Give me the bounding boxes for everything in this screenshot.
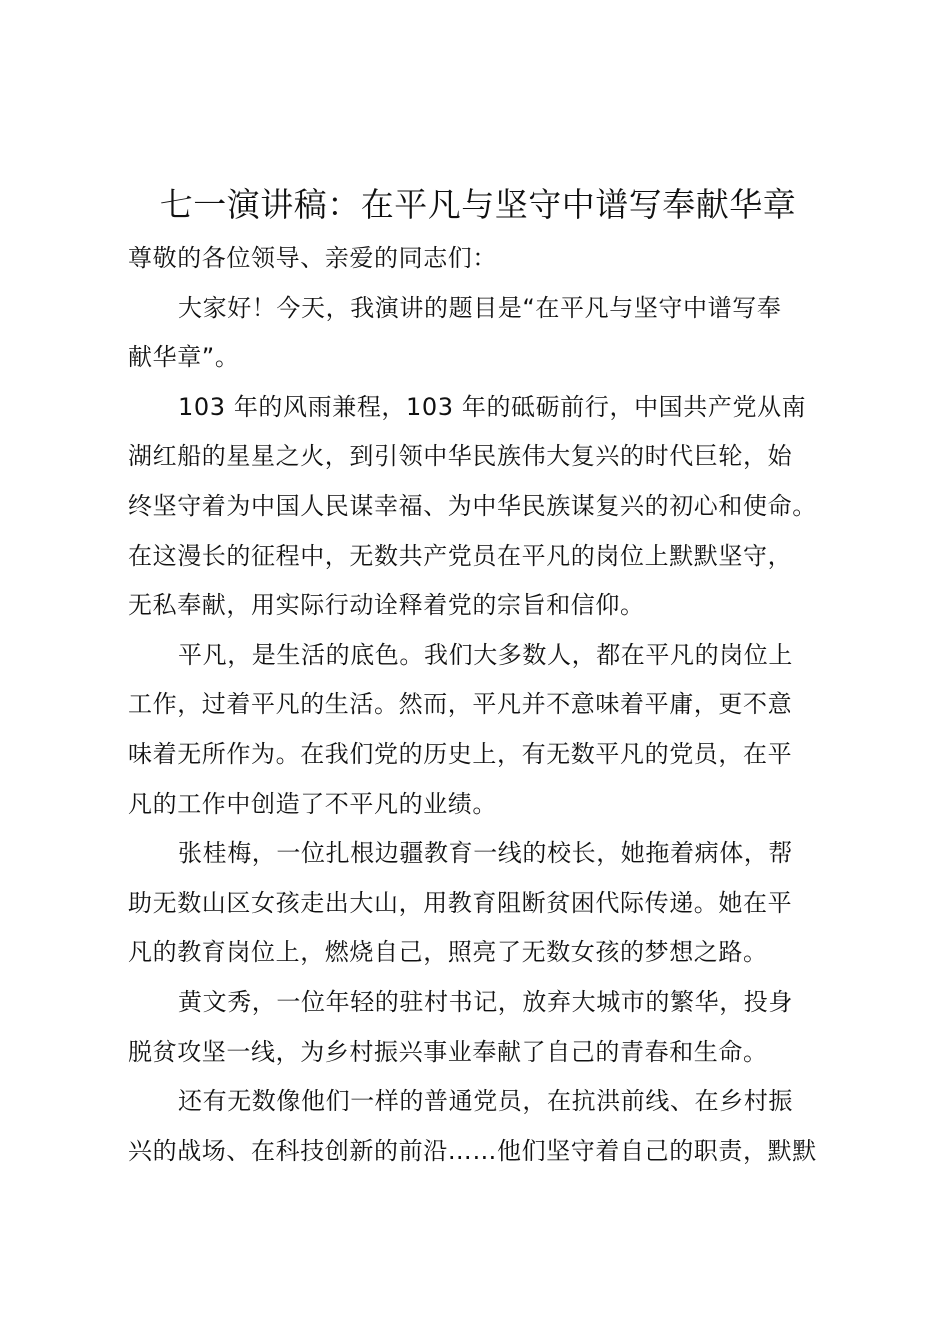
paragraph-line: 味着无所作为。在我们党的历史上，有无数平凡的党员，在平 [128,739,793,768]
paragraph-line: 献华章”。 [128,343,240,372]
paragraph-line: 张桂梅，一位扎根边疆教育一线的校长，她拖着病体，帮 [178,839,793,868]
paragraph-line: 平凡，是生活的底色。我们大多数人，都在平凡的岗位上 [178,640,793,669]
paragraph-line: 兴的战场、在科技创新的前沿……他们坚守着自己的职责，默默 [128,1136,817,1165]
paragraph-huang-wenxiu [128,978,848,1077]
salutation: 尊敬的各位领导、亲爱的同志们： [128,244,497,272]
paragraph-line: 无私奉献，用实际行动诠释着党的宗旨和信仰。 [128,591,645,620]
paragraph-line: 助无数山区女孩走出大山，用教育阻断贫困代际传递。她在平 [128,888,793,917]
paragraph-line: 凡的工作中创造了不平凡的业绩。 [128,789,497,818]
document-body [128,234,848,1176]
paragraph-history [128,383,848,631]
paragraph-line: 大家好！今天，我演讲的题目是“在平凡与坚守中谱写奉 [178,293,782,322]
paragraph-line: 脱贫攻坚一线，为乡村振兴事业奉献了自己的青春和生命。 [128,1037,768,1066]
paragraph-line: 工作，过着平凡的生活。然而，平凡并不意味着平庸，更不意 [128,690,793,719]
paragraph-line: 凡的教育岗位上，燃烧自己，照亮了无数女孩的梦想之路。 [128,938,768,967]
paragraph-line: 湖红船的星星之火，到引领中华民族伟大复兴的时代巨轮，始 [128,442,793,471]
paragraph-line: 黄文秀，一位年轻的驻村书记，放弃大城市的繁华，投身 [178,987,793,1016]
paragraph-greeting [128,284,848,383]
paragraph-line: 103 年的风雨兼程，103 年的砥砺前行，中国共产党从南 [178,392,807,421]
paragraph-line: 在这漫长的征程中，无数共产党员在平凡的岗位上默默坚守， [128,541,793,570]
paragraph-ordinary-members [128,1077,848,1176]
paragraph-ordinary [128,631,848,829]
document-title: 七一演讲稿：在平凡与坚守中谱写奉献华章 [159,185,797,224]
paragraph-line: 终坚守着为中国人民谋幸福、为中华民族谋复兴的初心和使命。 [128,491,817,520]
paragraph-line: 还有无数像他们一样的普通党员，在抗洪前线、在乡村振 [178,1087,793,1116]
paragraph-zhang-guimei [128,829,848,978]
